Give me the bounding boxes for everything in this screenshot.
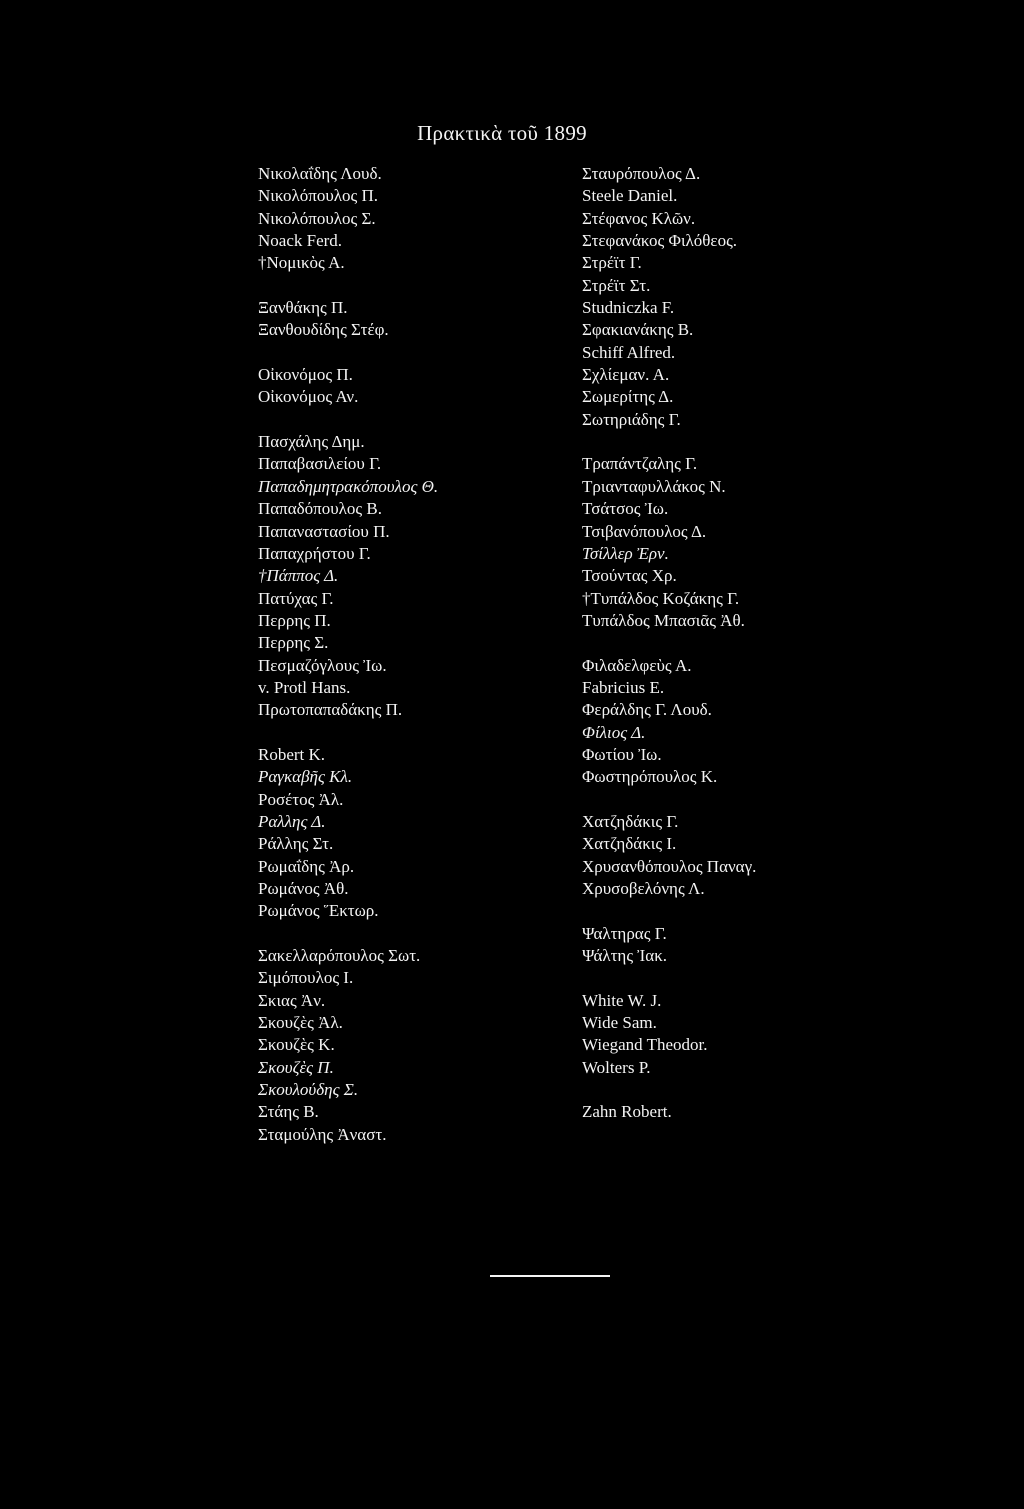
spacer <box>582 900 756 922</box>
page-header <box>0 121 1024 146</box>
name-entry: Ρωμαΐδης Ἀρ. <box>258 856 355 876</box>
name-entry: Σταμούλης Ἀναστ. <box>258 1124 387 1144</box>
spacer <box>582 967 756 989</box>
name-entry: Οἰκονόμος Αν. <box>258 387 359 407</box>
end-rule <box>490 1275 610 1277</box>
name-entry: Ράλλης Στ. <box>258 834 334 854</box>
name-entry: Ξανθάκης Π. <box>258 298 348 318</box>
name-entry: Ραλλης Δ. <box>258 811 326 831</box>
name-entry: Πασχάλης Δημ. <box>258 432 365 452</box>
name-entry: Ρωμάνος Ἕκτωρ. <box>258 901 379 921</box>
name-entry: Σκιας Ἀν. <box>258 990 326 1010</box>
name-entry: Τσιβανόπουλος Δ. <box>582 521 707 541</box>
name-entry: Νικολόπουλος Σ. <box>258 208 376 228</box>
name-entry: Wiegand Theodor. <box>582 1035 708 1055</box>
name-entry: Περρης Σ. <box>258 633 329 653</box>
spacer <box>258 722 438 744</box>
name-entry: Φίλιος Δ. <box>582 722 646 742</box>
name-entry: Χρυσοβελόνης Λ. <box>582 879 705 898</box>
name-entry: †Τυπάλδος Κοζάκης Γ. <box>582 588 740 608</box>
name-entry: Φωστηρόπουλος Κ. <box>582 767 718 787</box>
name-entry: Wolters P. <box>582 1057 651 1077</box>
name-entry: Στρέϊτ Στ. <box>582 275 651 295</box>
name-entry: Φεράλδης Γ. Λουδ. <box>582 700 712 720</box>
name-entry: Τσούντας Χρ. <box>582 566 677 586</box>
name-entry: Σκουζὲς Κ. <box>258 1035 335 1055</box>
spacer <box>258 275 438 297</box>
name-entry: Στεφανάκος Φιλόθεος. <box>582 231 738 251</box>
name-entry: Ψαλτηρας Γ. <box>582 923 667 943</box>
name-entry: Ψάλτης Ἰακ. <box>582 946 668 966</box>
left-name-column <box>258 163 438 1146</box>
name-entry: Studniczka F. <box>582 298 675 318</box>
name-entry: Φωτίου Ἰω. <box>582 744 662 764</box>
name-entry: Ρωμάνος Ἀθ. <box>258 879 349 898</box>
spacer <box>258 409 438 431</box>
name-entry: Τριανταφυλλάκος Ν. <box>582 476 726 496</box>
name-entry: Παπαβασιλείου Γ. <box>258 454 382 474</box>
spacer <box>582 1079 756 1101</box>
name-entry: Νικολαΐδης Λουδ. <box>258 164 382 183</box>
name-entry: Χατζηδάκις Ι. <box>582 834 677 854</box>
name-entry: Ροσέτος Ἀλ. <box>258 789 344 809</box>
name-entry: †Νομικὸς Α. <box>258 253 345 273</box>
name-entry: Παπαναστασίου Π. <box>258 521 390 541</box>
name-entry: Σκουλούδης Σ. <box>258 1080 359 1100</box>
page-title: Πρακτικὰ τοῦ 1899 <box>417 121 587 145</box>
name-entry: Schiff Alfred. <box>582 342 676 362</box>
spacer <box>582 632 756 654</box>
name-entry: Ραγκαβῆς Κλ. <box>258 767 353 787</box>
name-entry: Στέφανος Κλῶν. <box>582 208 696 228</box>
name-entry: Σχλίεμαν. Α. <box>582 365 670 385</box>
name-entry: Steele Daniel. <box>582 186 678 206</box>
name-entry: Fabricius E. <box>582 677 665 697</box>
name-entry: Πατύχας Γ. <box>258 588 334 608</box>
name-entry: Σωμερίτης Δ. <box>582 387 674 407</box>
name-entry: Χρυσανθόπουλος Παναγ. <box>582 856 757 876</box>
name-entry: Σφακιανάκης Β. <box>582 320 694 340</box>
name-entry: Οἰκονόμος Π. <box>258 365 353 385</box>
name-entry: Σακελλαρόπουλος Σωτ. <box>258 946 421 966</box>
name-entry: Περρης Π. <box>258 610 331 630</box>
name-entry: White W. J. <box>582 990 662 1010</box>
right-name-column <box>582 163 756 1124</box>
name-entry: Noack Ferd. <box>258 231 343 251</box>
name-entry: Σωτηριάδης Γ. <box>582 409 681 429</box>
name-entry: Παπαδόπουλος Β. <box>258 499 382 519</box>
name-entry: Τραπάντζαλης Γ. <box>582 454 698 474</box>
name-entry: Σκουζὲς Π. <box>258 1057 334 1077</box>
name-entry: Wide Sam. <box>582 1013 657 1033</box>
name-entry: Τυπάλδος Μπασιᾶς Ἀθ. <box>582 610 745 630</box>
name-entry: Σταυρόπουλος Δ. <box>582 164 701 183</box>
name-entry: Σιμόπουλος Ι. <box>258 968 354 988</box>
name-entry: Παπαχρήστου Γ. <box>258 543 371 563</box>
name-entry: Φιλαδελφεὺς Α. <box>582 655 692 675</box>
name-entry: Σκουζὲς Ἀλ. <box>258 1013 343 1033</box>
name-entry: Παπαδημητρακόπουλος Θ. <box>258 476 439 496</box>
name-entry: Robert K. <box>258 744 326 764</box>
spacer <box>582 431 756 453</box>
name-entry: Στάης Β. <box>258 1102 319 1122</box>
name-entry: Ξανθουδίδης Στέφ. <box>258 320 389 340</box>
spacer <box>258 342 438 364</box>
name-entry: Zahn Robert. <box>582 1102 672 1122</box>
name-entry: †Πάππος Δ. <box>258 566 339 586</box>
name-entry: Πρωτοπαπαδάκης Π. <box>258 700 403 720</box>
name-entry: Νικολόπουλος Π. <box>258 186 379 206</box>
spacer <box>258 923 438 945</box>
name-entry: Τσάτσος Ἰω. <box>582 499 669 519</box>
name-entry: Τσίλλερ Ἐρν. <box>582 543 669 563</box>
name-entry: Χατζηδάκις Γ. <box>582 811 679 831</box>
name-entry: v. Protl Hans. <box>258 677 351 697</box>
name-entry: Στρέϊτ Γ. <box>582 253 642 273</box>
spacer <box>582 789 756 811</box>
name-entry: Πεσμαζόγλους Ἰω. <box>258 655 387 675</box>
